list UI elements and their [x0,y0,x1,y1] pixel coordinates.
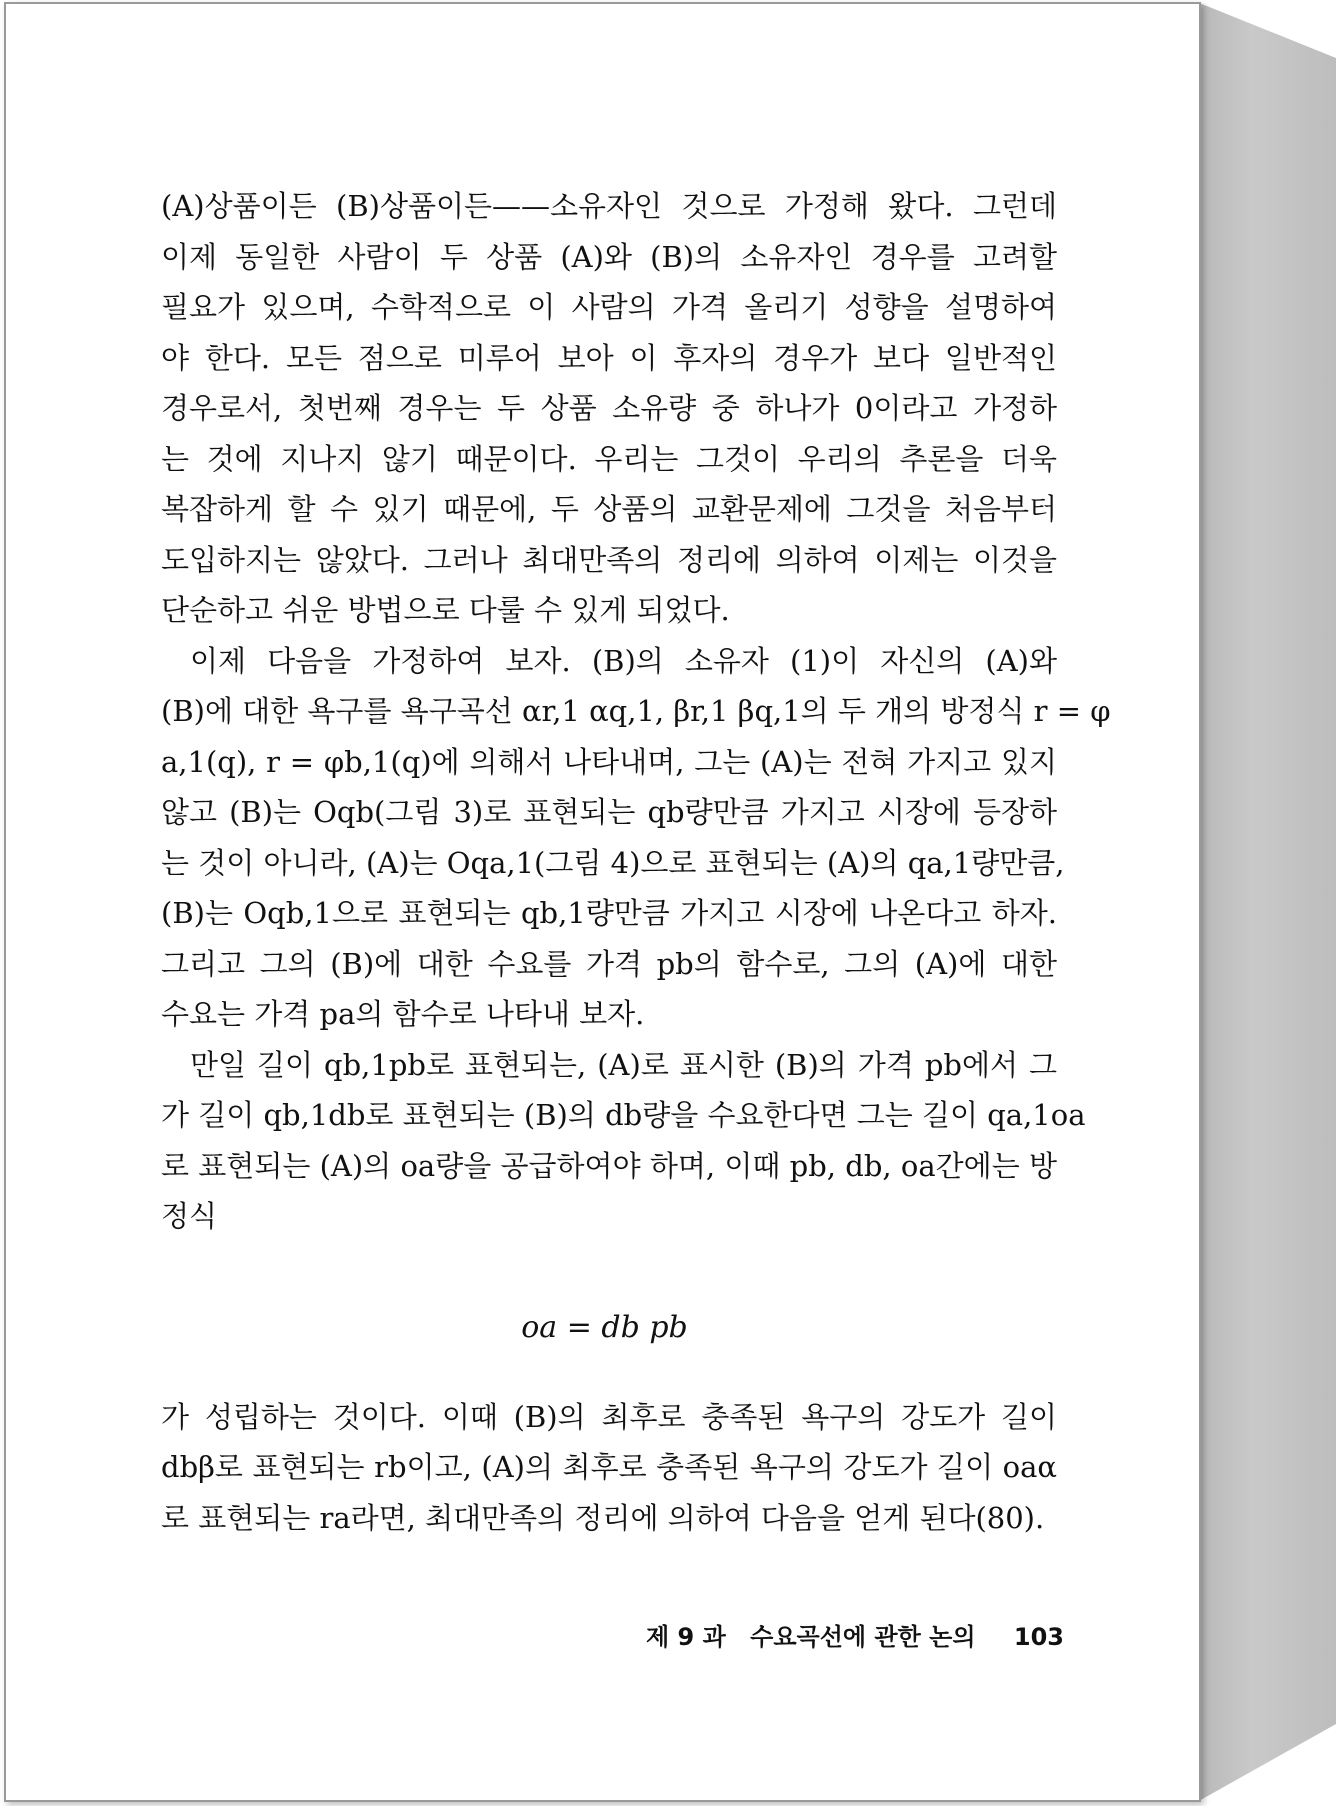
text-line: 수요는 가격 pa의 함수로 나타내 보자. [161,997,645,1031]
text-line: (B)는 Oqb,1으로 표현되는 qb,1량만큼 가지고 시장에 나온다고 하자. [161,896,1057,930]
text-line: 가 성립하는 것이다. 이때 (B)의 최후로 충족된 욕구의 강도가 길이 [161,1399,1057,1434]
text-line: 로 표현되는 (A)의 oa량을 공급하여야 하며, 이때 pb, db, oa간에는 방 [161,1148,1057,1183]
page-number: 103 [1013,1623,1064,1651]
text-line: 정식 [161,1199,218,1233]
paragraph-2 [161,636,1111,1040]
paragraph-3 [161,1040,1086,1242]
text-line: a,1(q), r = φb,1(q)에 의해서 나타내며, 그는 (A)는 전혀 가지고 있지 [161,744,1057,779]
book-edge [1197,2,1336,1802]
text-line: 않고 (B)는 Oqb(그림 3)로 표현되는 qb량만큼 가지고 시장에 등장하 [161,795,1057,829]
text-line: 이제 동일한 사람이 두 상품 (A)와 (B)의 소유자인 경우를 고려할 [161,239,1057,274]
page-footer [646,1617,1064,1652]
text-line: 는 것이 아니라, (A)는 Oqa,1(그림 4)으로 표현되는 (A)의 qa,1량만큼, [161,845,1065,880]
paragraph-1 [161,181,1057,636]
text-line: (B)에 대한 욕구를 욕구곡선 αr,1 αq,1, βr,1 βq,1의 두 개의 방정식 r = φ [161,694,1111,728]
chapter-title: 수요곡선에 관한 논의 [750,1623,976,1651]
text-line: 복잡하게 할 수 있기 때문에, 두 상품의 교환문제에 그것을 처음부터 [161,492,1057,526]
text-line: 그리고 그의 (B)에 대한 수요를 가격 pb의 함수로, 그의 (A)에 대한 [161,946,1057,981]
text-line: 만일 길이 qb,1pb로 표현되는, (A)로 표시한 (B)의 가격 pb에서 그 [190,1047,1057,1082]
text-line: 는 것에 지나지 않기 때문이다. 우리는 그것이 우리의 추론을 더욱 [161,441,1057,476]
text-line: 경우로서, 첫번째 경우는 두 상품 소유량 중 하나가 0이라고 가정하 [161,391,1057,425]
text-line: (A)상품이든 (B)상품이든——소유자인 것으로 가정해 왔다. 그런데 [161,189,1057,223]
book-page [4,2,1201,1802]
text-line: 가 길이 qb,1db로 표현되는 (B)의 db량을 수요한다면 그는 길이 qa,1oa [161,1098,1086,1132]
text-line: 이제 다음을 가정하여 보자. (B)의 소유자 (1)이 자신의 (A)와 [190,643,1057,678]
text-line: dbβ로 표현되는 rb이고, (A)의 최후로 충족된 욕구의 강도가 길이 oaα [161,1450,1057,1484]
text-line: 필요가 있으며, 수학적으로 이 사람의 가격 올리기 성향을 설명하여 [161,290,1057,324]
chapter-label: 제 9 과 [646,1623,726,1651]
text-line: 야 한다. 모든 점으로 미루어 보아 이 후자의 경우가 보다 일반적인 [161,340,1057,375]
text-line: 로 표현되는 ra라면, 최대만족의 정리에 의하여 다음을 얻게 된다(80). [161,1500,1045,1535]
equation-gap [161,1242,1057,1317]
equation: oa = db pb [521,1310,688,1345]
text-line: 도입하지는 않았다. 그러나 최대만족의 정리에 의하여 이제는 이것을 [161,542,1057,577]
text-line: 단순하고 쉬운 방법으로 다룰 수 있게 되었다. [161,593,730,627]
paragraph-4 [161,1392,1057,1544]
